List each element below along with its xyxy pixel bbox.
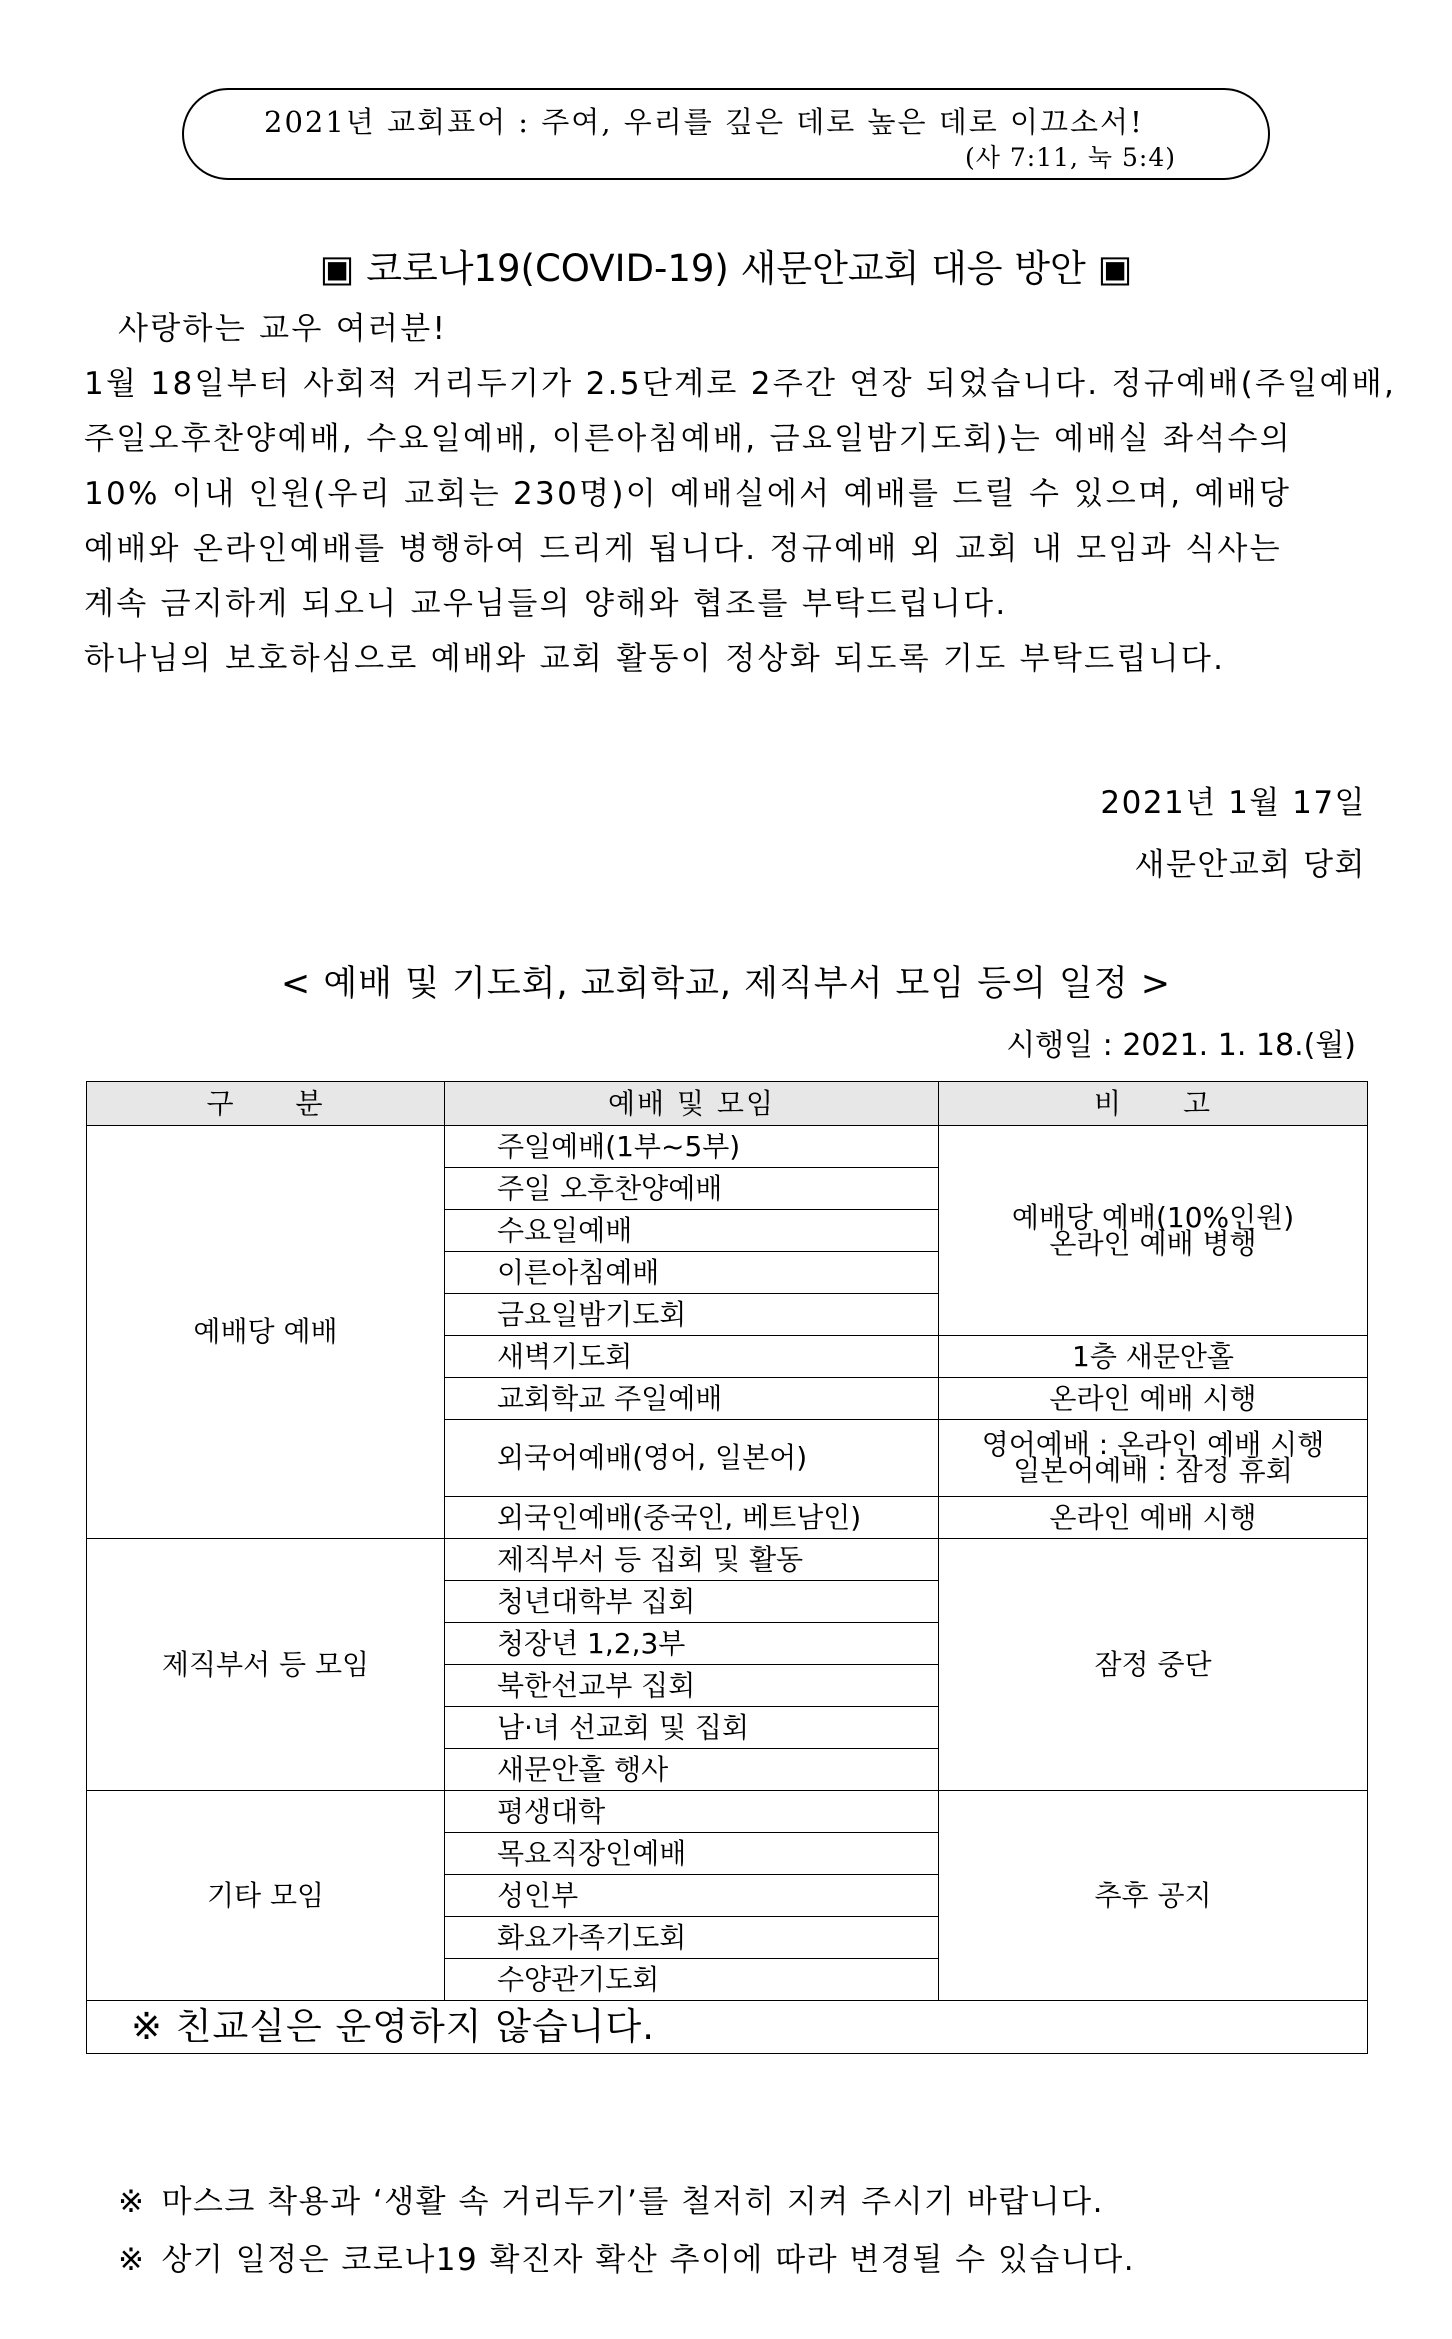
body-line: 계속 금지하게 되오니 교우님들의 양해와 협조를 부탁드립니다. <box>84 586 1008 622</box>
table-footer-row <box>87 2001 1368 2054</box>
motto-box <box>182 88 1270 180</box>
table-row <box>87 1539 1368 1581</box>
page-title: ▣ 코로나19(COVID-19) 새문안교회 대응 방안 ▣ <box>319 247 1133 290</box>
event-cell: 주일예배(1부~5부) <box>445 1126 939 1168</box>
event-cell: 수요일예배 <box>445 1210 939 1252</box>
schedule-table <box>86 1081 1368 2054</box>
event-cell: 교회학교 주일예배 <box>445 1378 939 1420</box>
event-cell: 주일 오후찬양예배 <box>445 1168 939 1210</box>
reference-mark: ※ <box>118 2184 146 2220</box>
note-cell: 1층 새문안홀 <box>939 1336 1368 1378</box>
fellowship-hall-notice: ※ 친교실은 운영하지 않습니다. <box>87 2001 1368 2054</box>
note-cell <box>939 1420 1368 1497</box>
table-row <box>87 1126 1368 1168</box>
signature-org: 새문안교회 당회 <box>1134 847 1366 883</box>
event-cell: 이른아침예배 <box>445 1252 939 1294</box>
note-cell: 추후 공지 <box>939 1791 1368 2001</box>
header-event: 예배 및 모임 <box>445 1082 939 1126</box>
notice-line <box>118 2234 1135 2279</box>
motto-reference: (사 7:11, 눅 5:4) <box>965 143 1176 172</box>
event-cell: 새문안홀 행사 <box>445 1749 939 1791</box>
note-line: 온라인 예배 병행 <box>1049 1226 1257 1260</box>
note-cell: 온라인 예배 시행 <box>939 1497 1368 1539</box>
announcement-body <box>84 302 1397 687</box>
table-header-row <box>87 1082 1368 1126</box>
body-line: 주일오후찬양예배, 수요일예배, 이른아침예배, 금요일밤기도회)는 예배실 좌석수의 <box>84 421 1292 457</box>
category-cell: 기타 모임 <box>87 1791 445 2001</box>
event-cell: 목요직장인예배 <box>445 1833 939 1875</box>
category-cell: 제직부서 등 모임 <box>87 1539 445 1791</box>
event-cell: 평생대학 <box>445 1791 939 1833</box>
motto-line: 2021년 교회표어 : 주여, 우리를 깊은 데로 높은 데로 이끄소서! <box>264 105 1144 139</box>
event-cell: 제직부서 등 집회 및 활동 <box>445 1539 939 1581</box>
note-line: 일본어예배 : 잠정 휴회 <box>1013 1454 1293 1487</box>
event-cell: 외국어예배(영어, 일본어) <box>445 1420 939 1497</box>
reference-mark: ※ <box>118 2242 146 2278</box>
event-cell: 외국인예배(중국인, 베트남인) <box>445 1497 939 1539</box>
event-cell: 수양관기도회 <box>445 1959 939 2001</box>
event-cell: 새벽기도회 <box>445 1336 939 1378</box>
body-line: 예배와 온라인예배를 병행하여 드리게 됩니다. 정규예배 외 교회 내 모임과 식사는 <box>84 531 1282 567</box>
event-cell: 청장년 1,2,3부 <box>445 1623 939 1665</box>
table-row <box>87 1791 1368 1833</box>
header-category: 구 분 <box>87 1082 445 1126</box>
category-cell: 예배당 예배 <box>87 1126 445 1539</box>
note-line: 영어예배 : 온라인 예배 시행 <box>981 1428 1325 1461</box>
note-cell: 온라인 예배 시행 <box>939 1378 1368 1420</box>
notice-text: 상기 일정은 코로나19 확진자 확산 추이에 따라 변경될 수 있습니다. <box>161 2242 1136 2278</box>
body-line: 1월 18일부터 사회적 거리두기가 2.5단계로 2주간 연장 되었습니다. 정규예배(주일예배, <box>84 366 1397 402</box>
effective-date: 시행일 : 2021. 1. 18.(월) <box>1006 1028 1356 1063</box>
event-cell: 북한선교부 집회 <box>445 1665 939 1707</box>
note-cell <box>939 1126 1368 1336</box>
header-note: 비 고 <box>939 1082 1368 1126</box>
notice-line <box>118 2176 1104 2221</box>
body-line: 하나님의 보호하심으로 예배와 교회 활동이 정상화 되도록 기도 부탁드립니다. <box>84 641 1226 677</box>
greeting: 사랑하는 교우 여러분! <box>118 311 448 347</box>
event-cell: 성인부 <box>445 1875 939 1917</box>
notice-text: 마스크 착용과 ‘생활 속 거리두기’를 철저히 지켜 주시기 바랍니다. <box>161 2184 1104 2220</box>
event-cell: 금요일밤기도회 <box>445 1294 939 1336</box>
body-line: 10% 이내 인원(우리 교회는 230명)이 예배실에서 예배를 드릴 수 있으며, 예배당 <box>84 476 1292 512</box>
event-cell: 청년대학부 집회 <box>445 1581 939 1623</box>
event-cell: 화요가족기도회 <box>445 1917 939 1959</box>
event-cell: 남·녀 선교회 및 집회 <box>445 1707 939 1749</box>
signature-date: 2021년 1월 17일 <box>1100 785 1366 821</box>
signature <box>1100 772 1366 896</box>
schedule-title: < 예배 및 기도회, 교회학교, 제직부서 모임 등의 일정 > <box>280 964 1172 1004</box>
note-line: 예배당 예배(10%인원) <box>1011 1200 1295 1234</box>
note-cell: 잠정 중단 <box>939 1539 1368 1791</box>
